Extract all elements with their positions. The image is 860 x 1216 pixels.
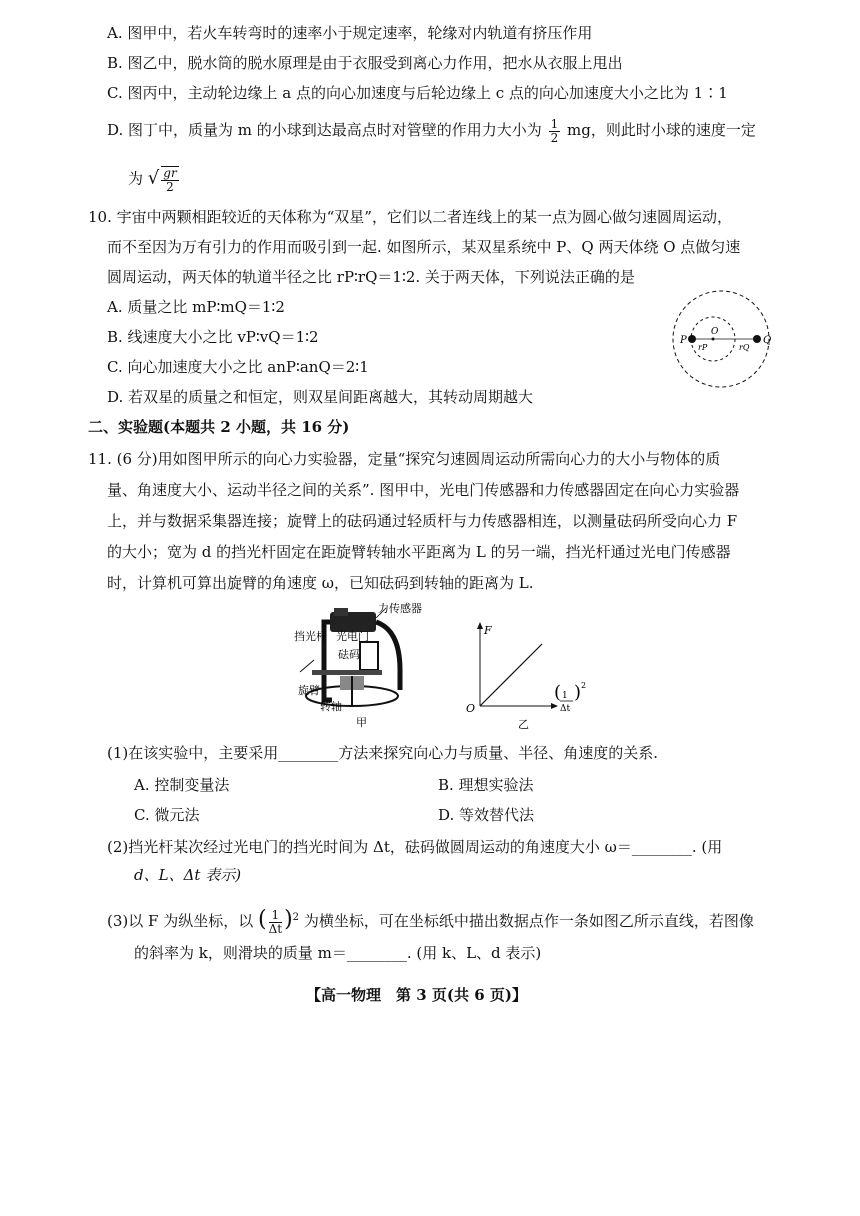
fraction-numerator: gr <box>163 166 177 180</box>
q9-option-a: A. 图甲中，若火车转弯时的速率小于规定速率，轮缘对内轨道有挤压作用 <box>107 24 593 42</box>
section-title: 二、实验题(本题共 2 小题，共 16 分) <box>88 418 350 436</box>
label-o: O <box>711 327 719 337</box>
q11-sub1-option-d: D. 等效替代法 <box>438 806 535 824</box>
q11-stem-line4: 的大小；宽为 d 的挡光杆固定在距旋臂转轴水平距离为 L 的另一端，挡光杆通过光电门传感器 <box>107 543 731 561</box>
fraction-denominator: 2 <box>550 130 559 145</box>
label-origin: O <box>466 702 476 715</box>
shutter-bar-line <box>300 660 314 672</box>
star-q-dot <box>753 335 761 343</box>
label-rp: rP <box>698 343 708 352</box>
page-footer: 【高一物理 第 3 页(共 6 页)】 <box>306 986 527 1004</box>
paren-left-icon: ( <box>554 682 562 703</box>
q10-option-c: C. 向心加速度大小之比 anP∶anQ＝2∶1 <box>107 358 369 376</box>
q9-option-d-fraction <box>549 118 561 144</box>
q11-sub3-pre: (3)以 F 为纵坐标，以 <box>107 912 254 930</box>
paren-left-icon: ( <box>257 907 267 932</box>
label-force-sensor: 力传感器 <box>378 602 422 615</box>
q11-stem-line5: 时，计算机可算出旋臂的角速度 ω，已知砝码到转轴的距离为 L. <box>107 574 534 592</box>
q9-option-d-sqrt-fraction <box>161 166 178 193</box>
q11-sub1-option-a: A. 控制变量法 <box>134 776 230 794</box>
label-f: F <box>484 624 492 637</box>
rotating-arm-bar <box>312 670 382 675</box>
y-axis-arrow-icon <box>477 622 483 629</box>
center-o-dot <box>712 338 715 341</box>
q9-option-d-text: D. 图丁中，质量为 m 的小球到达最高点时对管壁的作用力大小为 <box>107 121 542 140</box>
sensor-knob <box>334 608 348 616</box>
fraction-numerator: 1 <box>269 909 283 923</box>
q11-sub3-exponent: 2 <box>292 912 300 923</box>
proportional-line <box>480 644 542 706</box>
q11-sub3-fraction <box>269 909 283 935</box>
fraction-denominator: Δt <box>268 921 283 936</box>
label-p: P <box>680 335 687 346</box>
q11-stem-line2: 量、角速度大小、运动半径之间的关系”. 图甲中，光电门传感器和力传感器固定在向心力实验器 <box>107 481 740 499</box>
fraction-numerator: 1 <box>550 117 559 131</box>
label-jia: 甲 <box>356 716 367 729</box>
q9-option-d-line1 <box>107 118 756 144</box>
q10-option-b: B. 线速度大小之比 vP∶vQ＝1∶2 <box>107 328 319 346</box>
paren-right-icon: ) <box>284 907 293 932</box>
apparatus-figure <box>290 600 440 740</box>
q11-sub3-line1 <box>107 906 754 935</box>
q10-option-a: A. 质量之比 mP∶mQ＝1∶2 <box>107 298 285 316</box>
q11-sub1-option-b: B. 理想实验法 <box>438 776 534 794</box>
q10-stem-line1: 10. 宇宙中两颗相距较近的天体称为“双星”，它们以二者连线上的某一点为圆心做匀速圆周运动， <box>88 208 732 226</box>
label-photogate: 光电门 <box>336 630 369 643</box>
q10-stem-line3: 圆周运动，两天体的轨道半径之比 rP∶rQ＝1∶2. 关于两天体，下列说法正确的是 <box>107 268 635 286</box>
q11-sub2-line1: (2)挡光杆某次经过光电门的挡光时间为 Δt，砝码做圆周运动的角速度大小 ω＝________. (用 <box>107 838 723 856</box>
fraction-denominator: 2 <box>166 179 174 194</box>
q11-sub1-option-c: C. 微元法 <box>134 806 200 824</box>
frame-arch <box>376 622 400 690</box>
q10-stem-line2: 而不至因为万有引力的作用而吸引到一起. 如图所示，某双星系统中 P、Q 两天体绕 O 点做匀速 <box>107 238 741 256</box>
q11-sub2-line2: d、L、Δt 表示) <box>134 866 242 884</box>
paren-right-icon: ) <box>574 682 582 703</box>
label-axis: 转轴 <box>320 700 342 713</box>
label-shutter-bar: 挡光杆 <box>294 630 327 643</box>
label-yi: 乙 <box>518 718 529 731</box>
label-weight: 砝码 <box>338 648 360 661</box>
label-arm: 旋臂 <box>298 684 320 697</box>
double-star-diagram <box>668 286 774 392</box>
q9-option-d-tail: mg，则此时小球的速度一定 <box>567 121 756 140</box>
x-axis-arrow-icon <box>551 703 558 709</box>
q9-option-d-prefix: 为 <box>128 169 144 188</box>
q11-stem-line3: 上，并与数据采集器连接；旋臂上的砝码通过轻质杆与力传感器相连，以测量砝码所受向心力 F <box>107 512 738 530</box>
q9-option-d-line2 <box>128 166 181 193</box>
label-rq: rQ <box>739 343 750 352</box>
sqrt-sign-icon: √ <box>147 167 160 189</box>
q11-sub3-post: 为横坐标，可在坐标纸中描出数据点作一条如图乙所示直线，若图像 <box>303 912 754 930</box>
weight-block <box>360 642 378 670</box>
q11-stem-line1: 11. (6 分)用如图甲所示的向心力实验器，定量“探究匀速圆周运动所需向心力的大小与物体的质 <box>88 450 721 468</box>
x-label-denominator: Δt <box>560 704 571 714</box>
star-p-dot <box>688 335 696 343</box>
q9-option-b: B. 图乙中，脱水筒的脱水原理是由于衣服受到离心力作用，把水从衣服上甩出 <box>107 54 623 72</box>
q10-option-d: D. 若双星的质量之和恒定，则双星间距离越大，其转动周期越大 <box>107 388 534 406</box>
q11-sub3-line2: 的斜率为 k，则滑块的质量 m＝________. (用 k、L、d 表示) <box>134 944 542 962</box>
q11-sub1: (1)在该实验中，主要采用________方法来探究向心力与质量、半径、角速度的关系. <box>107 744 659 762</box>
graph-figure <box>462 620 602 735</box>
x-label-exponent: 2 <box>581 681 587 690</box>
label-q: Q <box>763 335 772 346</box>
q9-option-c: C. 图丙中，主动轮边缘上 a 点的向心加速度与后轮边缘上 c 点的向心加速度大小之比为 1∶1 <box>107 84 728 102</box>
x-label-numerator: 1 <box>562 691 568 701</box>
